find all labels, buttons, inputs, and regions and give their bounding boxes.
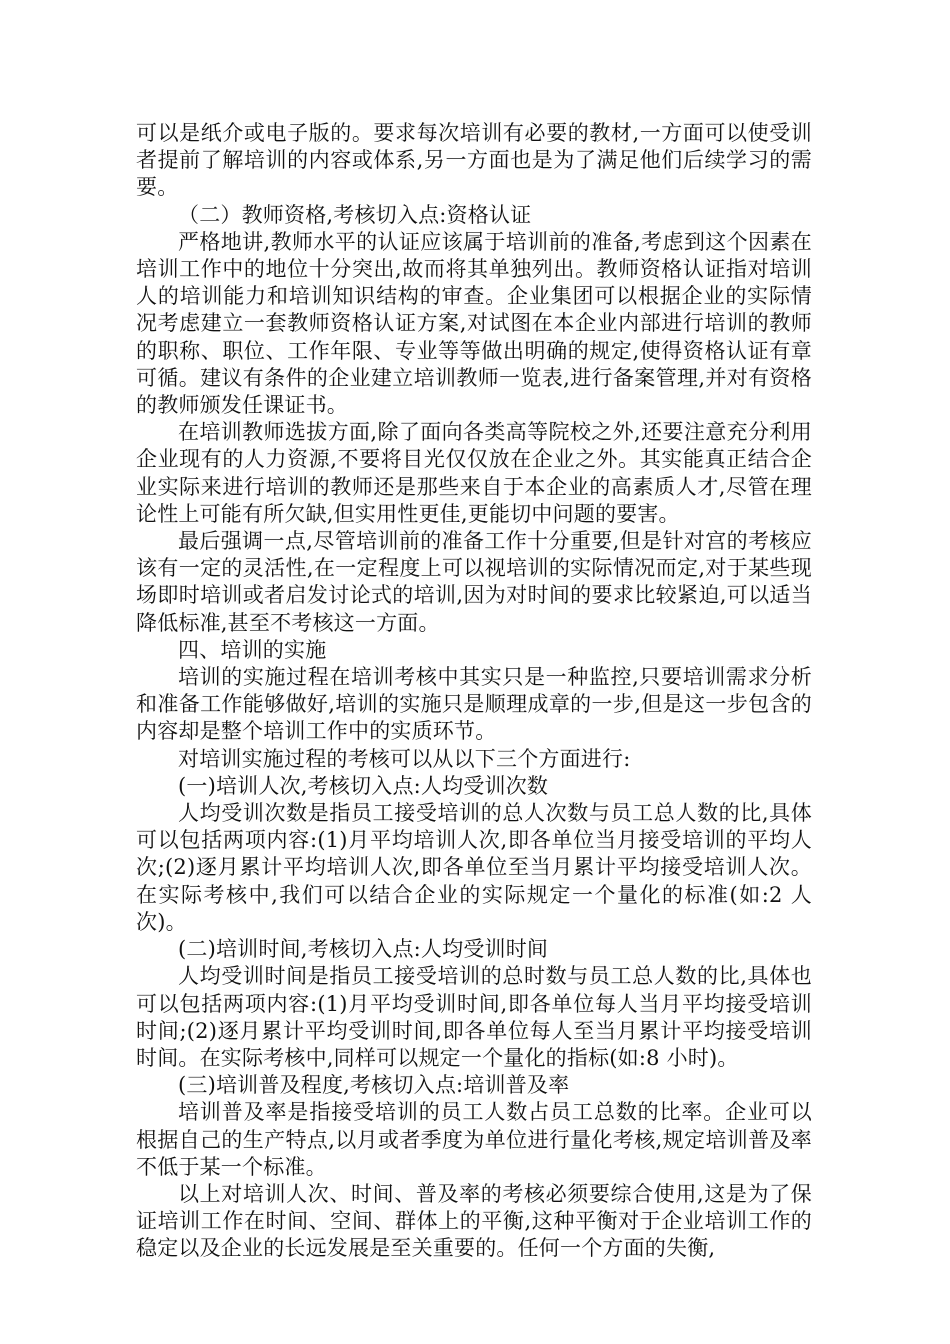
paragraph-three-aspects: 对培训实施过程的考核可以从以下三个方面进行: — [178, 746, 631, 771]
heading-training-coverage: (三)培训普及程度,考核切入点:培训普及率 — [178, 1073, 570, 1098]
heading-training-count: (一)培训人次,考核切入点:人均受训次数 — [178, 773, 549, 798]
heading-training-time: (二)培训时间,考核切入点:人均受训时间 — [178, 937, 549, 962]
heading-teacher-qualification: （二）教师资格,考核切入点:资格认证 — [178, 202, 532, 227]
heading-training-implementation: 四、培训的实施 — [178, 637, 327, 662]
paragraph-qualification-certification: 严格地讲,教师水平的认证应该属于培训前的准备,考虑到这个因素在培训工作中的地位十分突出,故而将其单独列出。教师资格认证指对培训人的培训能力和培训知识结构的审查。企业集团可以根据企业的实际情况考虑建立一套教师资格认证方案,对试图在本企业内部进行培训的教师的职称、职位、工作年限、专业等等做出明确的规定,使得资格认证有章可循。建议有条件的企业建立培训教师一览表,进行备案管理,并对有资格的教师颁发任课证书。 — [136, 229, 812, 418]
paragraph-balance: 以上对培训人次、时间、普及率的考核必须要综合使用,这是为了保证培训工作在时间、空间、群体上的平衡,这种平衡对于企业培训工作的稳定以及企业的长远发展是至关重要的。任何一个方面的失衡, — [136, 1181, 812, 1261]
paragraph-implementation-monitoring: 培训的实施过程在培训考核中其实只是一种监控,只要培训需求分析和准备工作能够做好,培训的实施只是顺理成章的一步,但是这一步包含的内容却是整个培训工作中的实质环节。 — [136, 665, 812, 744]
paragraph-teacher-selection: 在培训教师选拔方面,除了面向各类高等院校之外,还要注意充分利用企业现有的人力资源,不要将目光仅仅放在企业之外。其实能真正结合企业实际来进行培训的教师还是那些来自于本企业的高素质人才,尽管在理论性上可能有所欠缺,但实用性更佳,更能切中问题的要害。 — [136, 420, 812, 526]
paragraph-continuation: 可以是纸介或电子版的。要求每次培训有必要的教材,一方面可以使受训者提前了解培训的内容或体系,另一方面也是为了满足他们后续学习的需要。 — [136, 121, 812, 200]
document-body — [136, 120, 812, 1263]
paragraph-training-time: 人均受训时间是指员工接受培训的总时数与员工总人数的比,具体也可以包括两项内容:(1)月平均受训时间,即各单位每人当月平均接受培训时间;(2)逐月累计平均受训时间,即各单位每人至当月累计平均接受培训时间。在实际考核中,同样可以规定一个量化的指标(如:8 小时)。 — [136, 964, 812, 1070]
paragraph-flexibility: 最后强调一点,尽管培训前的准备工作十分重要,但是针对宫的考核应该有一定的灵活性,在一定程度上可以视培训的实际情况而定,对于某些现场即时培训或者启发讨论式的培训,因为对时间的要求比较紧迫,可以适当降低标准,甚至不考核这一方面。 — [136, 529, 812, 635]
paragraph-training-count: 人均受训次数是指员工接受培训的总人次数与员工总人数的比,具体可以包括两项内容:(1)月平均培训人次,即各单位当月接受培训的平均人次;(2)逐月累计平均培训人次,即各单位至当月累计平均接受培训人次。在实际考核中,我们可以结合企业的实际规定一个量化的标准(如:2 人次)。 — [136, 801, 812, 934]
paragraph-training-coverage: 培训普及率是指接受培训的员工人数占员工总数的比率。企业可以根据自己的生产特点,以月或者季度为单位进行量化考核,规定培训普及率不低于某一个标准。 — [136, 1100, 812, 1179]
